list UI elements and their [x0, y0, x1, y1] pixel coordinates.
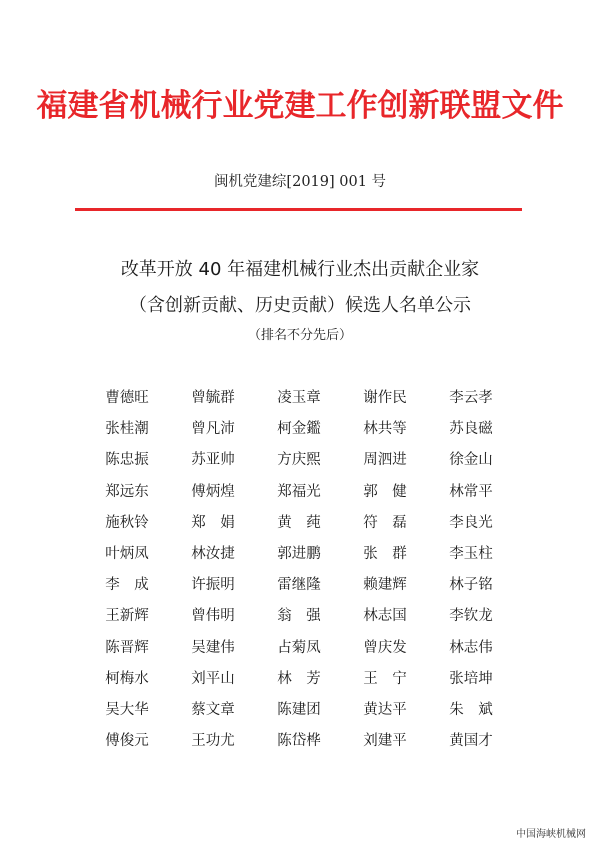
candidate-name: 傅俊元 [105, 733, 149, 750]
candidate-name: 李钦龙 [449, 608, 493, 625]
candidate-name: 曹德旺 [105, 390, 149, 406]
candidate-name: 占菊凤 [277, 639, 321, 656]
notice-subtitle: （排名不分先后） [247, 328, 352, 343]
candidate-name: 周泗进 [363, 452, 407, 469]
candidate-name: 郭 健 [363, 483, 407, 500]
candidate-name: 徐金山 [449, 452, 493, 469]
candidate-name: 施秋铃 [105, 514, 149, 531]
document-number: 闽机党建综[2019] 001 号 [213, 174, 387, 190]
notice-title-line-1: 改革开放 40 年福建机械行业杰出贡献企业家 [120, 259, 480, 280]
candidate-name: 郑福光 [277, 483, 321, 500]
candidate-name: 王新辉 [105, 608, 149, 625]
candidate-name: 黄国才 [449, 733, 493, 750]
candidate-name: 吴大华 [105, 701, 149, 718]
candidate-name: 柯梅水 [105, 670, 149, 687]
candidate-name: 谢作民 [363, 390, 407, 406]
candidate-name: 张桂潮 [105, 421, 149, 438]
letterhead-title: 福建省机械行业党建工作创新联盟文件 [36, 88, 564, 124]
candidate-name: 苏亚帅 [191, 452, 235, 469]
candidate-name: 张 群 [363, 545, 407, 562]
candidate-name: 方庆熙 [277, 452, 321, 469]
candidate-name: 陈建团 [277, 701, 321, 718]
candidate-name: 傅炳煌 [191, 483, 235, 500]
candidate-name: 李玉柱 [449, 545, 493, 562]
candidate-name: 曾毓群 [191, 390, 235, 406]
candidate-name: 张培坤 [449, 670, 493, 687]
candidate-name: 郭进鹏 [277, 545, 321, 562]
candidate-name: 曾伟明 [191, 608, 235, 625]
candidate-name: 李云孝 [449, 390, 493, 406]
candidate-name: 黄 莼 [277, 514, 321, 531]
candidate-name: 林志国 [363, 608, 407, 625]
candidate-name: 刘平山 [191, 670, 235, 687]
candidate-name: 叶炳凤 [105, 545, 149, 562]
notice-title-line-2: （含创新贡献、历史贡献）候选人名单公示 [129, 295, 471, 316]
candidate-name: 刘建平 [363, 733, 407, 750]
candidate-name: 苏良磁 [449, 421, 493, 438]
candidate-name: 蔡文章 [191, 701, 235, 718]
candidate-name: 林志伟 [449, 639, 493, 656]
candidate-name: 曾庆发 [363, 639, 407, 656]
candidate-name: 雷继隆 [277, 577, 321, 594]
candidate-name: 朱 斌 [449, 701, 493, 718]
candidate-name: 黄达平 [363, 701, 407, 718]
candidate-name: 林共等 [363, 421, 407, 438]
candidate-name: 郑远东 [105, 483, 149, 500]
candidate-name: 许振明 [191, 577, 235, 594]
candidate-name: 林常平 [449, 483, 493, 500]
candidate-name: 李 成 [105, 577, 149, 594]
candidate-name: 王功尤 [191, 733, 235, 750]
site-watermark: 中国海峡机械网 [516, 829, 586, 840]
candidate-name: 李良光 [449, 514, 493, 531]
candidate-name: 曾凡沛 [191, 421, 235, 438]
candidate-name-grid [84, 386, 514, 760]
candidate-name: 陈忠振 [105, 452, 149, 469]
candidate-name: 翁 强 [277, 608, 321, 625]
candidate-name: 王 宁 [363, 670, 407, 687]
candidate-name: 吴建伟 [191, 639, 235, 656]
candidate-name: 林子铭 [449, 577, 493, 594]
candidate-name: 柯金鑑 [277, 421, 321, 438]
candidate-name: 郑 娟 [191, 514, 235, 531]
letterhead-divider [75, 208, 522, 211]
candidate-name: 赖建辉 [363, 577, 407, 594]
candidate-name: 符 磊 [363, 514, 407, 531]
candidate-name: 陈晋辉 [105, 639, 149, 656]
candidate-name: 凌玉章 [277, 390, 321, 406]
candidate-name: 林汝捷 [191, 545, 235, 562]
candidate-name: 林 芳 [277, 670, 321, 687]
candidate-name: 陈岱桦 [277, 733, 321, 750]
